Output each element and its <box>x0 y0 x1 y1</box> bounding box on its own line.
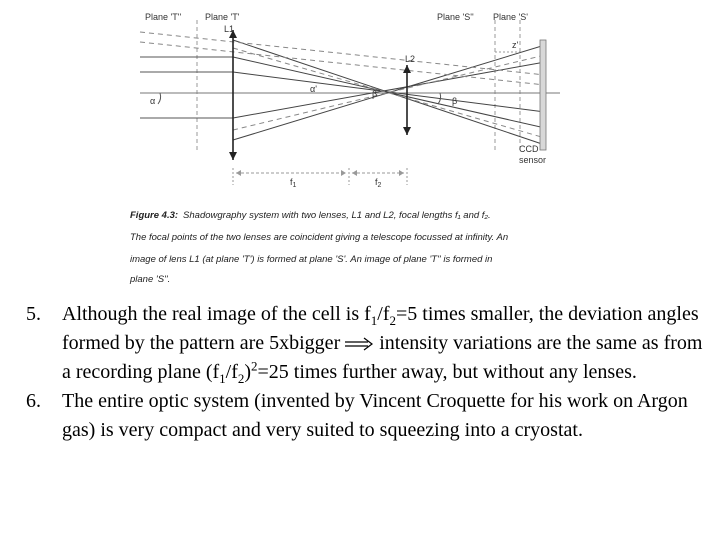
z-prime-label: z' <box>512 40 519 50</box>
beta-label: β <box>452 96 458 106</box>
ccd-sensor <box>540 40 546 150</box>
figure-caption-line-2: The focal points of the two lenses are coincident giving a telescope focussed at infinity. An <box>130 232 509 243</box>
ray-dashed <box>140 32 545 75</box>
f1-label: $f_1$ <box>290 177 297 189</box>
list-item-5 <box>26 300 706 387</box>
figure-caption-line-4: plane 'S''. <box>130 274 171 285</box>
ccd-label-2: sensor <box>519 155 547 165</box>
list-item-text: Although the real image of the cell is $f_1/f_2=5$ times smaller, the deviation angles formed by the pattern are 5xbigger intensity variations are the same as from a recording plane $(f_1/f_2)^2=25$ times further away, but without any lenses. <box>62 303 703 386</box>
plane-t2-label: Plane 'T'' <box>145 12 182 22</box>
shadowgraphy-diagram <box>125 0 565 290</box>
list-item-text: The entire optic system (invented by Vincent Croquette for his work on Argon gas) is very compact and very suited to squeezing into a cryostat. <box>62 390 688 441</box>
list-item-6 <box>26 387 706 445</box>
alpha-label: α <box>150 96 156 106</box>
figure-label: Figure 4.3: <box>130 210 179 221</box>
implies-arrow-icon <box>344 337 374 351</box>
plane-s2-label: Plane 'S'' <box>437 12 474 22</box>
plane-t-label: Plane 'T' <box>205 12 240 22</box>
l1-label: L1 <box>224 24 235 34</box>
ccd-label-1: CCD <box>519 144 539 154</box>
f2-label: $f_2$ <box>375 177 382 189</box>
beta-prime-label: β <box>372 89 378 99</box>
plane-s-label: Plane 'S' <box>493 12 528 22</box>
alpha-prime-label: α' <box>310 84 317 94</box>
list-item-number: 6. <box>26 390 41 412</box>
l2-label: L2 <box>405 54 416 64</box>
figure-caption-line-3: image of lens L1 (at plane 'T') is formed at plane 'S'. An image of plane 'T'' is formed in <box>130 254 493 265</box>
list-item-number: 5. <box>26 303 41 325</box>
figure-caption-line-1: Figure 4.3: Shadowgraphy system with two lenses, L1 and L2, focal lengths f₁ and f₂. <box>130 210 491 221</box>
numbered-list <box>26 300 706 445</box>
